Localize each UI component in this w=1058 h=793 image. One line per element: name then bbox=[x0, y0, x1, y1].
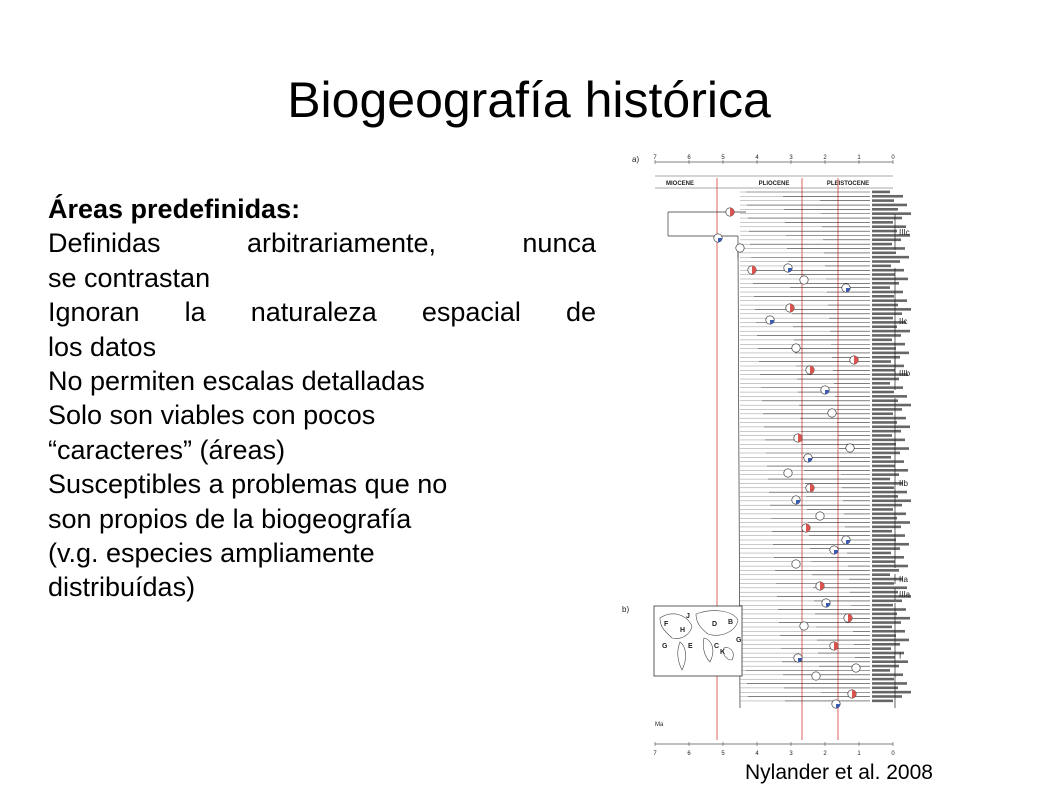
scale-tick-label: 6 bbox=[687, 155, 691, 161]
taxon-name-bar bbox=[872, 513, 906, 516]
taxon-name-bar bbox=[872, 526, 901, 529]
taxon-name-bar bbox=[872, 543, 909, 546]
map-region-label: B bbox=[728, 619, 734, 626]
text-word: nunca bbox=[522, 228, 596, 259]
figure-citation: Nylander et al. 2008 bbox=[745, 761, 933, 784]
slide-title: Biogeografía histórica bbox=[287, 72, 771, 128]
text-word: naturaleza bbox=[250, 297, 377, 328]
taxon-name-bar bbox=[872, 260, 900, 263]
map-region-label: D bbox=[712, 621, 718, 628]
ancestral-area-node bbox=[846, 444, 854, 452]
taxon-name-bar bbox=[872, 356, 900, 359]
taxon-name-bar bbox=[872, 269, 904, 272]
node-pie-slice bbox=[848, 614, 852, 622]
node-pie-slice bbox=[806, 524, 810, 532]
text-line bbox=[48, 226, 596, 260]
taxon-name-bar bbox=[872, 700, 893, 703]
scale-tick-label: 0 bbox=[891, 155, 895, 161]
taxon-name-bar bbox=[872, 369, 895, 372]
taxon-name-bar bbox=[872, 399, 898, 402]
taxon-name-bar bbox=[872, 682, 907, 685]
taxon-name-bar bbox=[872, 508, 893, 511]
taxon-name-bar bbox=[872, 256, 909, 259]
taxon-name-bar bbox=[872, 469, 908, 472]
taxon-name-bar bbox=[872, 421, 897, 424]
text-word: Definidas bbox=[48, 228, 161, 259]
ancestral-area-node bbox=[736, 244, 744, 252]
taxon-name-bar bbox=[872, 212, 911, 215]
taxon-name-bar bbox=[872, 669, 890, 672]
text-line: Susceptibles a problemas que no bbox=[48, 469, 448, 500]
node-pie-slice bbox=[730, 208, 734, 216]
clade-label: IIc bbox=[899, 317, 908, 326]
taxon-name-bar bbox=[872, 325, 897, 328]
node-pie-slice bbox=[752, 266, 756, 274]
taxon-name-bar bbox=[872, 447, 909, 450]
node-pie-slice bbox=[718, 238, 722, 242]
taxon-name-bar bbox=[872, 608, 906, 611]
clade-label: IIa bbox=[899, 575, 908, 584]
taxon-name-bar bbox=[872, 465, 895, 468]
bullet-text-block bbox=[48, 192, 596, 605]
text-heading: Áreas predefinidas: bbox=[48, 194, 301, 224]
text-line: (v.g. especies ampliamente bbox=[48, 538, 375, 569]
scale-tick-label: 2 bbox=[823, 155, 827, 161]
epoch-label: MIOCENE bbox=[665, 181, 695, 187]
taxon-name-bar bbox=[872, 221, 893, 224]
text-line: son propios de la biogeografía bbox=[48, 503, 412, 534]
taxon-name-bar bbox=[872, 273, 895, 276]
text-word: la bbox=[184, 297, 206, 328]
taxon-name-bar bbox=[872, 556, 904, 559]
scale-tick-label: 7 bbox=[653, 155, 657, 161]
taxon-name-bar bbox=[872, 439, 905, 442]
ancestral-area-node bbox=[828, 409, 836, 417]
text-word: de bbox=[565, 297, 596, 328]
scale-tick-label: 0 bbox=[891, 751, 895, 757]
node-pie-slice bbox=[820, 582, 824, 590]
scale-tick-label: 3 bbox=[789, 751, 793, 757]
taxon-name-bar bbox=[872, 395, 907, 398]
node-pie-slice bbox=[770, 320, 774, 324]
taxon-name-bar bbox=[872, 647, 891, 650]
taxon-name-bar bbox=[872, 443, 896, 446]
panel-a-label: a) bbox=[632, 155, 640, 164]
taxon-name-bar bbox=[872, 569, 899, 572]
scale-tick-label: 2 bbox=[823, 751, 827, 757]
clade-label: I bbox=[899, 651, 902, 661]
taxon-name-bar bbox=[872, 560, 895, 563]
taxon-name-bar bbox=[872, 191, 890, 194]
taxon-name-bar bbox=[872, 530, 892, 533]
text-word: arbitrariamente, bbox=[246, 228, 437, 259]
scale-unit-label: Ma bbox=[655, 722, 664, 728]
taxon-name-bar bbox=[872, 417, 906, 420]
map-region-label: C bbox=[714, 643, 720, 650]
taxon-name-bar bbox=[872, 456, 891, 459]
node-pie-slice bbox=[852, 690, 856, 698]
ancestral-area-node bbox=[800, 622, 808, 630]
taxon-name-bar bbox=[872, 382, 890, 385]
text-line: Solo son viables con pocos bbox=[48, 400, 376, 431]
text-line: se contrastan bbox=[48, 262, 211, 293]
taxon-name-bar bbox=[872, 495, 898, 498]
taxon-name-bar bbox=[872, 600, 902, 603]
taxon-name-bar bbox=[872, 252, 896, 255]
ancestral-area-node bbox=[816, 512, 824, 520]
scale-tick-label: 1 bbox=[857, 751, 861, 757]
node-pie-slice bbox=[846, 288, 850, 292]
taxon-name-bar bbox=[872, 434, 892, 437]
taxon-name-bar bbox=[872, 334, 901, 337]
taxon-name-bar bbox=[872, 586, 907, 589]
text-line: “caracteres” (áreas) bbox=[48, 434, 286, 465]
taxon-name-bar bbox=[872, 695, 902, 698]
taxon-name-bar bbox=[872, 643, 900, 646]
taxon-name-bar bbox=[872, 339, 892, 342]
taxon-name-bar bbox=[872, 286, 890, 289]
node-pie-slice bbox=[810, 366, 814, 374]
taxon-name-bar bbox=[872, 386, 903, 389]
taxon-name-bar bbox=[872, 486, 894, 489]
panel-b-label: b) bbox=[622, 605, 630, 614]
taxon-name-bar bbox=[872, 391, 894, 394]
taxon-name-bar bbox=[872, 639, 909, 642]
taxon-name-bar bbox=[872, 452, 900, 455]
taxon-name-bar bbox=[872, 291, 903, 294]
ancestral-area-node bbox=[812, 672, 820, 680]
taxon-name-bar bbox=[872, 547, 900, 550]
ancestral-area-node bbox=[792, 560, 800, 568]
map-region-label: F bbox=[664, 621, 669, 628]
taxon-name-bar bbox=[872, 217, 902, 220]
taxon-name-bar bbox=[872, 343, 905, 346]
text-line bbox=[48, 295, 596, 329]
phylogeny-tree-svg bbox=[620, 148, 911, 757]
node-pie-slice bbox=[846, 540, 850, 544]
taxon-name-bar bbox=[872, 691, 911, 694]
scale-tick-label: 3 bbox=[789, 155, 793, 161]
taxon-name-bar bbox=[872, 573, 890, 576]
taxon-name-bar bbox=[872, 230, 897, 233]
epoch-label: PLIOCENE bbox=[758, 181, 790, 187]
ancestral-area-node bbox=[784, 469, 792, 477]
taxon-name-bar bbox=[872, 312, 902, 315]
phylogeny-figure bbox=[620, 148, 911, 757]
taxon-name-bar bbox=[872, 591, 898, 594]
taxon-name-bar bbox=[872, 552, 891, 555]
map-region-label: E bbox=[688, 643, 693, 650]
taxon-name-bar bbox=[872, 299, 907, 302]
scale-tick-label: 4 bbox=[755, 751, 759, 757]
taxon-name-bar bbox=[872, 430, 901, 433]
taxon-name-bar bbox=[872, 504, 902, 507]
text-line: No permiten escalas detalladas bbox=[48, 366, 425, 397]
taxon-name-bar bbox=[872, 673, 903, 676]
scale-tick-label: 1 bbox=[857, 155, 861, 161]
taxon-name-bar bbox=[872, 656, 895, 659]
taxon-name-bar bbox=[872, 304, 898, 307]
scale-tick-label: 5 bbox=[721, 155, 725, 161]
taxon-name-bar bbox=[872, 404, 911, 407]
map-region-label: G bbox=[662, 643, 668, 650]
taxon-name-bar bbox=[872, 517, 897, 520]
taxon-name-bar bbox=[872, 247, 905, 250]
taxon-name-bar bbox=[872, 478, 890, 481]
taxon-name-bar bbox=[872, 604, 893, 607]
taxon-name-bar bbox=[872, 308, 911, 311]
text-word: Ignoran bbox=[48, 297, 140, 328]
epoch-label: PLEISTOCENE bbox=[826, 181, 870, 187]
text-word: espacial bbox=[421, 297, 521, 328]
taxon-name-bar bbox=[872, 617, 910, 620]
taxon-name-bar bbox=[872, 460, 904, 463]
text-line: los datos bbox=[48, 331, 157, 362]
clade-label: IIIb bbox=[899, 369, 911, 378]
taxon-name-bar bbox=[872, 238, 901, 241]
taxon-name-bar bbox=[872, 678, 894, 681]
scale-tick-label: 5 bbox=[721, 751, 725, 757]
text-lines bbox=[48, 226, 596, 604]
clade-label: IIIa bbox=[899, 590, 911, 599]
taxon-name-bar bbox=[872, 265, 891, 268]
taxon-name-bar bbox=[872, 621, 901, 624]
map-region-label: G bbox=[736, 637, 742, 644]
taxon-name-bar bbox=[872, 582, 894, 585]
taxon-name-bar bbox=[872, 499, 911, 502]
node-pie-slice bbox=[836, 704, 840, 708]
taxon-name-bar bbox=[872, 630, 905, 633]
scale-tick-label: 7 bbox=[653, 751, 657, 757]
taxon-name-bar bbox=[872, 199, 894, 202]
taxon-name-bar bbox=[872, 660, 908, 663]
taxon-name-bar bbox=[872, 634, 896, 637]
ancestral-area-node bbox=[792, 344, 800, 352]
text-line: distribuídas) bbox=[48, 572, 196, 603]
taxon-name-bar bbox=[872, 243, 892, 246]
node-pie-slice bbox=[788, 268, 792, 272]
taxon-name-bar bbox=[872, 317, 893, 320]
taxon-name-bar bbox=[872, 613, 897, 616]
scale-tick-label: 4 bbox=[755, 155, 759, 161]
taxon-name-bar bbox=[872, 534, 905, 537]
taxon-name-bar bbox=[872, 491, 907, 494]
ancestral-area-node bbox=[852, 664, 860, 672]
taxon-name-bar bbox=[872, 330, 910, 333]
node-pie-slice bbox=[796, 500, 800, 504]
taxon-name-bar bbox=[872, 360, 891, 363]
ancestral-area-node bbox=[800, 276, 808, 284]
node-pie-slice bbox=[825, 390, 829, 394]
scale-tick-label: 6 bbox=[687, 751, 691, 757]
taxon-name-bar bbox=[872, 412, 893, 415]
taxon-name-bar bbox=[872, 365, 904, 368]
inset-map-frame bbox=[654, 606, 742, 676]
taxon-name-bar bbox=[872, 278, 908, 281]
node-pie-slice bbox=[810, 484, 814, 492]
taxon-name-bar bbox=[872, 521, 910, 524]
taxon-name-bar bbox=[872, 408, 902, 411]
taxon-name-bar bbox=[872, 195, 903, 198]
taxon-name-bar bbox=[872, 204, 907, 207]
taxon-name-bar bbox=[872, 352, 909, 355]
taxon-name-bar bbox=[872, 626, 892, 629]
node-pie-slice bbox=[826, 603, 830, 607]
taxon-name-bar bbox=[872, 565, 908, 568]
map-region-label: H bbox=[680, 627, 686, 634]
taxon-name-bar bbox=[872, 295, 894, 298]
clade-label: IIb bbox=[899, 479, 908, 488]
taxon-name-bar bbox=[872, 347, 896, 350]
taxon-name-bar bbox=[872, 208, 898, 211]
map-region-label: J bbox=[686, 613, 690, 620]
taxon-name-bar bbox=[872, 539, 896, 542]
clade-label: IIIc bbox=[899, 228, 910, 237]
taxon-name-bar bbox=[872, 426, 910, 429]
map-region-label: K bbox=[720, 649, 726, 656]
taxon-name-bar bbox=[872, 687, 898, 690]
